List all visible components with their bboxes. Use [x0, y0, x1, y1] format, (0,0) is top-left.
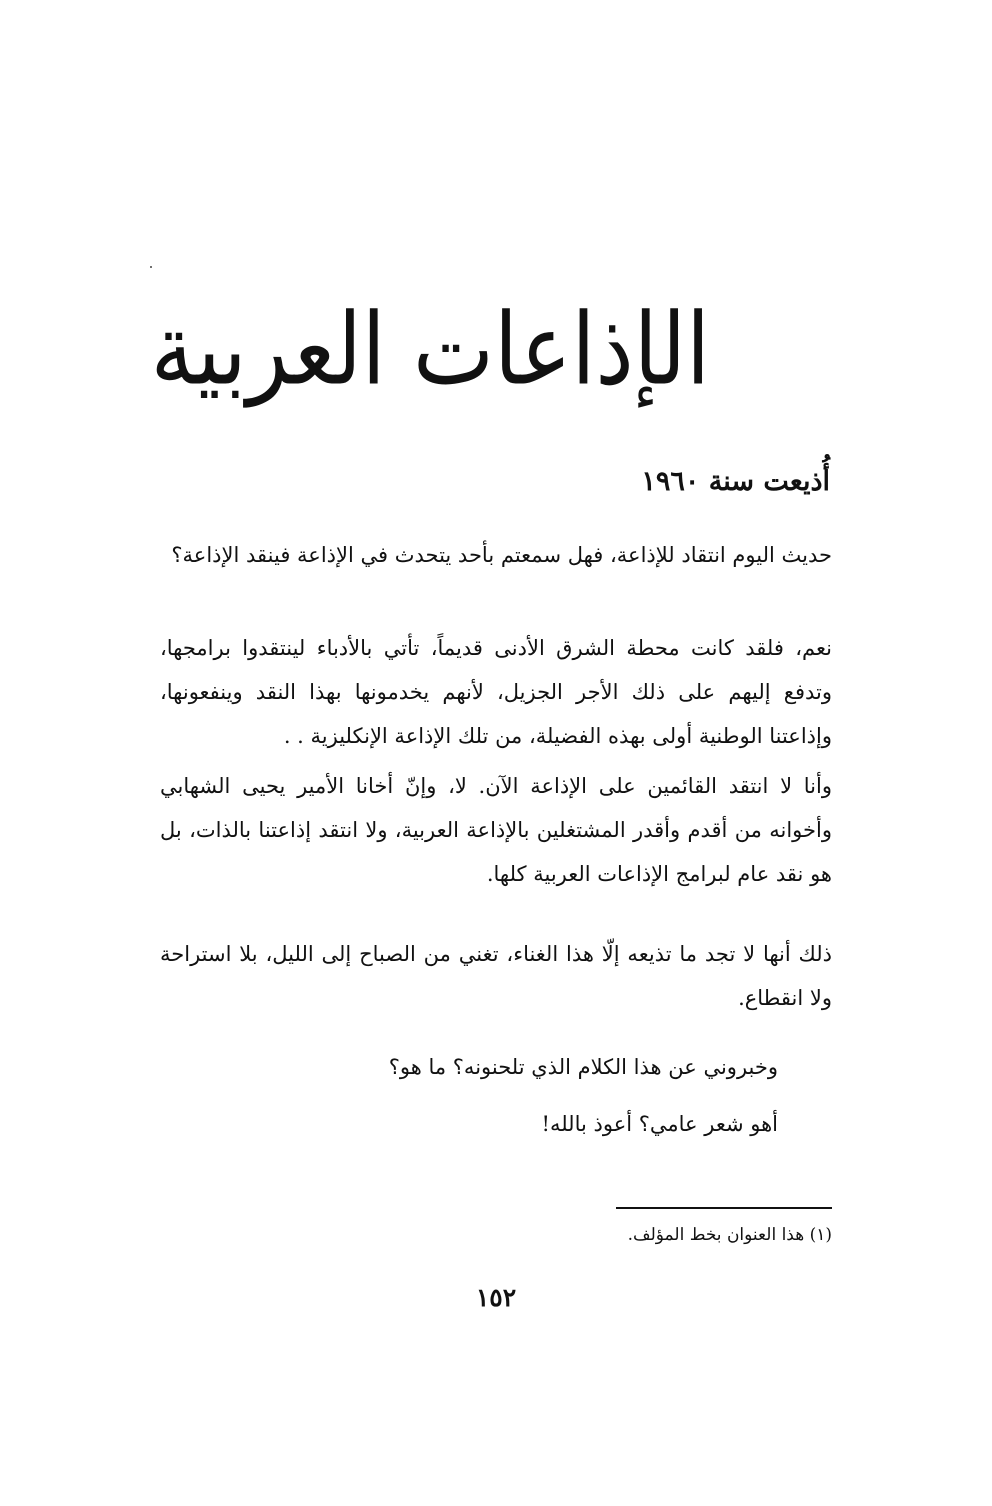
paragraph-3: وأنا لا انتقد القائمين على الإذاعة الآن. لا، وإنّ أخانا الأمير يحيى الشهابي وأخوانه من أقدم وأقدر المشتغلين بالإذاعة العربية، ولا انتقد إذاعتنا بالذات، بل هو نقد عام لبرامج الإذاعات العربية كلها.: [160, 774, 832, 886]
page-number: ١٥٢: [475, 1283, 517, 1312]
chapter-title-calligraphy: الإذاعات العربية: [150, 292, 710, 408]
scan-speck: [150, 266, 152, 268]
paragraph-4: ذلك أنها لا تجد ما تذيعه إلّا هذا الغناء، تغني من الصباح إلى الليل، بلا استراحة ولا انقطاع.: [160, 942, 832, 1010]
footnote-divider: [616, 1207, 832, 1209]
broadcast-date-note: أُذيعت سنة ١٩٦٠: [641, 466, 830, 497]
paragraph-2: نعم، فلقد كانت محطة الشرق الأدنى قديماً، تأتي بالأدباء لينتقدوا برامجها، وتدفع إليهم على ذلك الأجر الجزيل، لأنهم يخدمونها بهذا النقد وينفعونها، وإذاعتنا الوطنية أولى بهذه الفضيلة، من تلك الإذاعة الإنكليزية . .: [160, 636, 832, 748]
footnote: (١) هذا العنوان بخط المؤلف.: [627, 1225, 832, 1245]
question-line-2: أهو شعر عامي؟ أعوذ بالله!: [541, 1112, 778, 1136]
paragraph-1: حديث اليوم انتقاد للإذاعة، فهل سمعتم بأحد يتحدث في الإذاعة فينقد الإذاعة؟: [171, 543, 832, 567]
question-line-1: وخبروني عن هذا الكلام الذي تلحنونه؟ ما هو؟: [388, 1055, 778, 1079]
